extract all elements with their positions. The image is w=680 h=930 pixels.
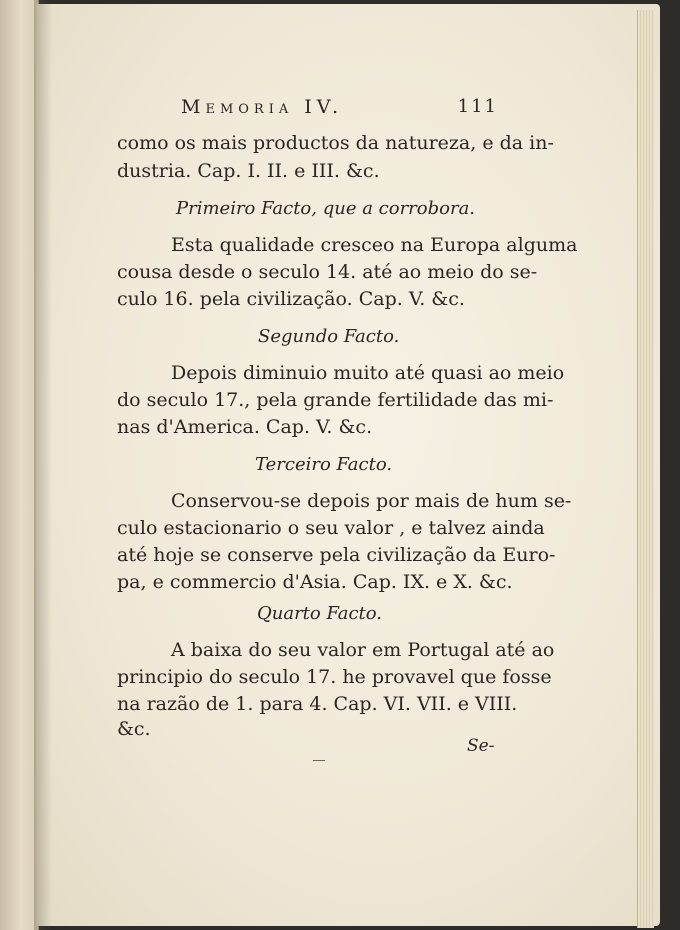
page-stack-edge — [637, 10, 654, 928]
section-heading: Quarto Facto. — [257, 603, 383, 624]
text-line: Esta qualidade cresceo na Europa alguma — [171, 234, 578, 256]
text-line: cousa desde o seculo 14. até ao meio do se- — [117, 261, 538, 283]
running-head-title: Memoria IV. — [181, 96, 344, 118]
text-line: nas d'America. Cap. V. &c. — [117, 416, 373, 438]
section-heading: Primeiro Facto, que a corrobora. — [176, 198, 476, 219]
text-line: A baixa do seu valor em Portugal até ao — [171, 639, 555, 661]
divider-mark — [313, 760, 325, 761]
gutter-shadow — [34, 0, 52, 930]
text-line: até hoje se conserve pela civilização da Euro- — [117, 544, 556, 566]
section-heading: Segundo Facto. — [258, 326, 400, 347]
text-line: principio do seculo 17. he provavel que fosse — [117, 666, 552, 688]
text-line: culo 16. pela civilização. Cap. V. &c. — [117, 288, 465, 310]
running-head — [181, 96, 498, 120]
text-line: pa, e commercio d'Asia. Cap. IX. e X. &c. — [117, 571, 513, 593]
text-line: Depois diminuio muito até quasi ao meio — [171, 362, 565, 384]
section-heading: Terceiro Facto. — [255, 454, 393, 475]
text-line: como os mais productos da natureza, e da in- — [117, 132, 554, 154]
text-line: culo estacionario o seu valor , e talvez ainda — [117, 517, 545, 539]
catchword: Se- — [467, 736, 495, 756]
page-number: 111 — [457, 96, 498, 117]
text-line: na razão de 1. para 4. Cap. VI. VII. e VIII. — [117, 693, 518, 715]
text-line: &c. — [117, 718, 151, 740]
text-line: do seculo 17., pela grande fertilidade das mi- — [117, 389, 554, 411]
text-line: Conservou-se depois por mais de hum se- — [171, 490, 572, 512]
text-line: dustria. Cap. I. II. e III. &c. — [117, 160, 380, 182]
